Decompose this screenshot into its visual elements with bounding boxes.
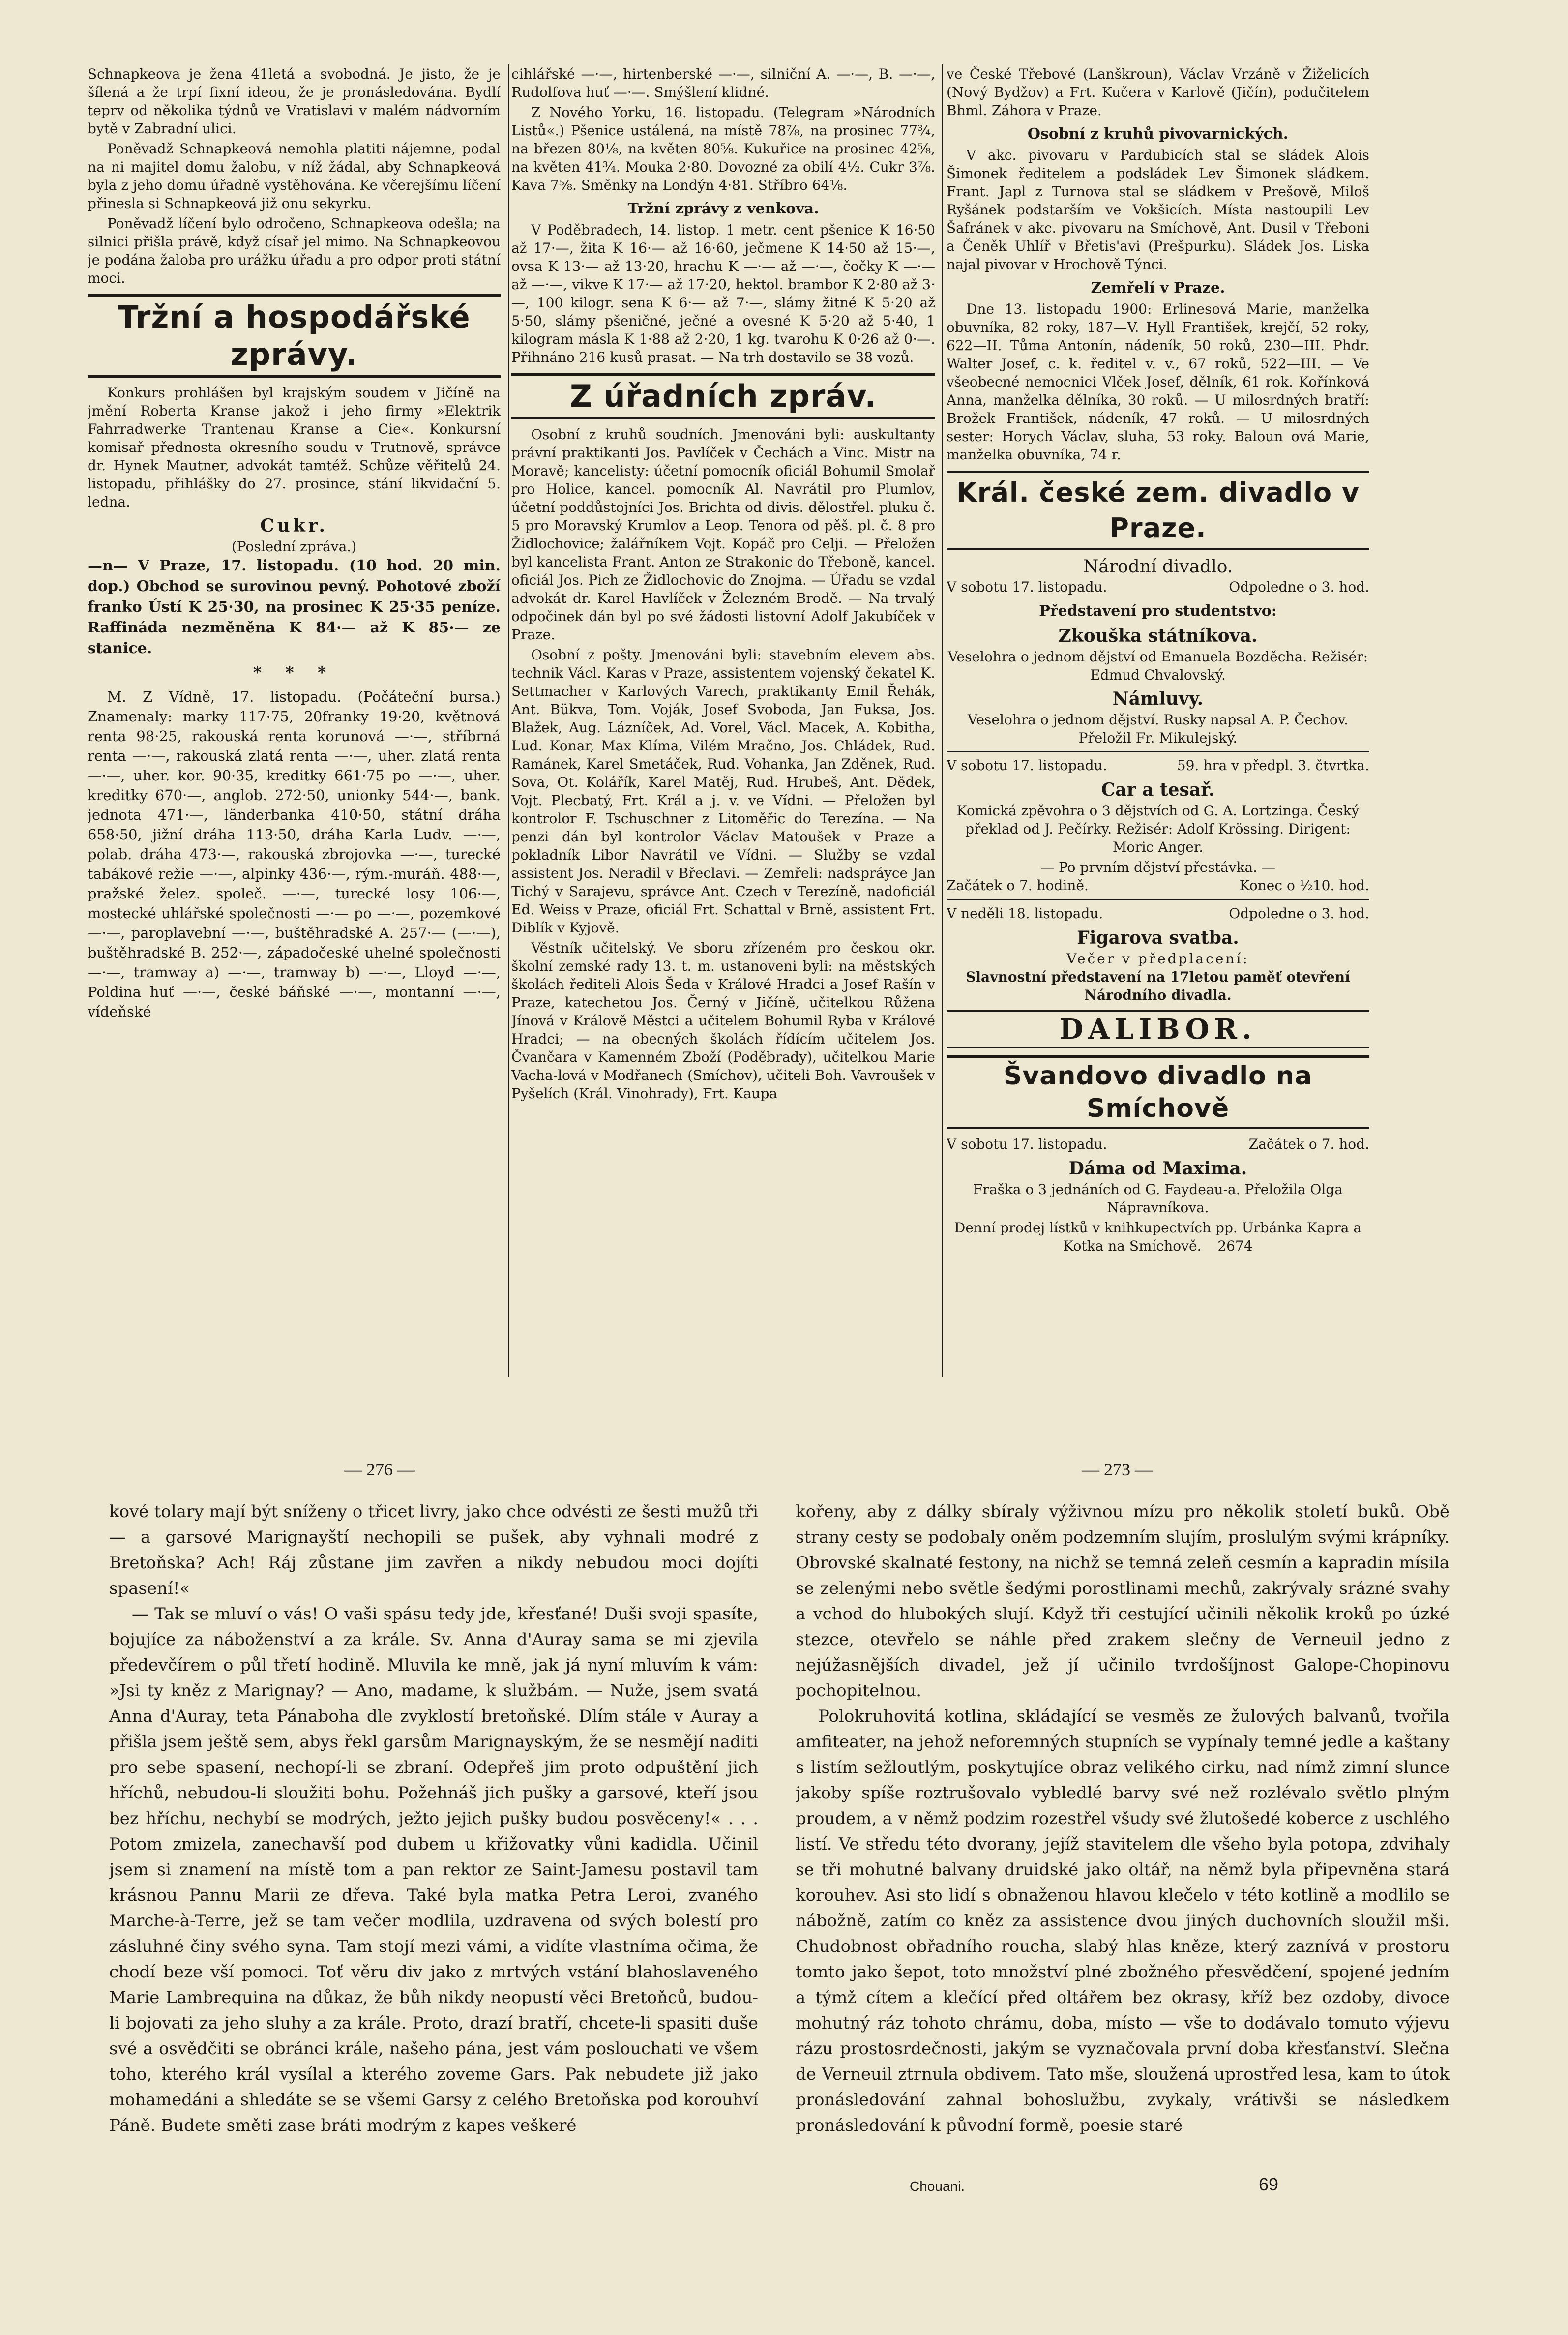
soudni-notice: Osobní z kruhů soudních. Jmenováni byli: auskultanty právní praktikanti Jos. Pavlíček v Čechách a Vinc. Mistr na Moravě; kancelisty: účetní pomocník oficiál Bohumil Smolař pro Holice, kancel. pomocník Al. Navrátil pro Plumlov, účetní poddůstojníci Jos. Brichta od divis. dělostřel. pluku č. 5 pro Moravský Krumlov a Leop. Tenora od pěš. pl. č. 8 pro Židlochovice; žalářníkem Vojt. Kopáč pro Celji. — Přeložen byl kancelista Frant. Anton ze Strakonic do Třeboně, kancel. oficiál Jos. Pich ze Židlochovic do Znojma. — Úřadu se vzdal advokát dr. Karel Havlíček v Železném Brodě. — Na trvalý odpočinek dán byl po své žádosti listovní Adolf Jakubíček v Praze.: [511, 426, 935, 643]
news-column-2: [511, 65, 935, 1373]
section-stars: * * *: [253, 663, 335, 683]
news-column-3: [947, 65, 1369, 1373]
posty-notice: Osobní z pošty. Jmenováni byli: stavebním elevem abs. technik Václ. Karas v Praze, assistentem vojenský čekatel K. Settmacher v Karlových Varech, praktikanty Emil Řehák, Ant. Bükva, Tom. Voják, Josef Svoboda, Jan Fuksa, Jos. Blažek, Aug. Lázníček, Ad. Vorel, Václ. Macek, A. Kobitha, Lud. Konar, Max Klíma, Vilém Mračno, Jos. Chládek, Rud. Ramánek, Karel Smetáček, Rud. Vohanka, Jan Zděnek, Rud. Sova, Ot. Kolářík, Karel Matěj, Rud. Hrubeš, Ant. Dědek, Vojt. Plecbatý, Frt. Král a j. v. ve Vídni. — Přeložen byl kontrolor F. Tschuschner z Litoměřic do Terezína. — Na penzi dán byl kontrolor Václav Matoušek v Praze a pokladník Libor Navrátil ve Vídni. — Služby se vzdal assistent Jos. Neradil v Břeclavi. — Zemřeli: nadspráyce Jan Tichý v Sarajevu, správce Ant. Czech v Terezíně, nadoficiál Ed. Weiss v Praze, oficiál Frt. Schattal v Brně, assistent Frt. Diblík v Kyjově.: [511, 647, 935, 936]
vienna-bourse: M. Z Vídně, 17. listopadu. (Počáteční bursa.) Znamenaly: marky 117·75, 20franky 19·20, květnová renta 98·25, rakouská renta korunová —·—, stříbrná renta —·—, rakouská zlatá renta —·—, uher. zlatá renta —·—, uher. kor. 90·35, kreditky 661·75 po —·—, uher. kreditky 670·—, anglob. 272·50, unionky 544·—, bank. jednota 471·—, länderbanka 410·50, státní dráha 658·50, jižní dráha 113·50, dráha Karla Ludv. —·—, polab. dráha 473·—, rakouská zbrojovka —·—, turecké tabákové režie —·—, alpinky 436·—, rým.-muráň. 488·—, pražské želez. společ. —·—, turecké losy 106·—, mostecké uhlářské společnosti —·— po —·—, pozemkové —·—, paroplavební —·—, buštěhradské A. 257·— (—·—), buštěhradské B. 252·—, západočeské uhelné společnosti —·—, tramway a) —·—, tramway b) —·—, Lloyd —·—, Poldina huť —·—, české báňské —·—, montanní —·—, vídeňské: [88, 689, 501, 1020]
ucitel-continuation: ve České Třebové (Lanškroun), Václav Vrzáně v Žiželicích (Nový Bydžov) a Frt. Kučera v Karlově (Jičín), podučitelem Bhml. Záhora v Praze.: [947, 66, 1369, 119]
performance-row: [947, 756, 1369, 775]
performance-row: [947, 904, 1369, 923]
ticket-sale-text: Denní prodej lístků v knihkupectvích pp. Urbánka Kapra a Kotka na Smíchově.: [954, 1220, 1362, 1254]
performance-date: V sobotu 17. listopadu.: [947, 1136, 1107, 1152]
performance-row: [947, 876, 1369, 895]
performance-subscription: 59. hra v předpl. 3. čtvrtka.: [1177, 757, 1369, 774]
performance-start: Začátek o 7. hodině.: [947, 877, 1089, 894]
play-title: Námluvy.: [1112, 689, 1204, 709]
divider: [947, 899, 1369, 900]
bourse-continuation: cihlářské —·—, hirtenberské —·—, silniční A. —·—, B. —·—, Rudolfova huť —·—. Smýšlení klidné.: [511, 66, 935, 100]
cukr-subtitle: (Poslední zpráva.): [231, 539, 357, 555]
column-rule-1: [508, 64, 509, 1377]
play-title: Car a tesař.: [1101, 779, 1215, 800]
page-number-right: — 273 —: [1082, 1460, 1153, 1479]
ticket-sale: [947, 1219, 1369, 1255]
novel-paragraph: Polokruhovitá kotlina, skládající se vesměs ze žulových balvanů, tvořila amfiteater, na jehož neforemných stupních se vypínaly temné jedle a kaštany s listím sežloutlým, poskytujíce obraz velikého cirku, nad nímž zimní slunce jakoby spíše roztrušovalo vybledlé barvy své než rozlévalo světlo plným proudem, a v němž podzim rozestřel všudy své žlutošedé koberce z uschlého listí. Ve středu této dvorany, jejíž stavitelem dle všeho byla potopa, zdvihaly se tři mohutné balvany druidské jako oltář, na němž byla připevněna stará korouhev. Asi sto lidí s obnaženou hlavou klečelo v této kotlině a modlilo se nábožně, zatím co kněz za assistence dvou jiných duchovních sloužil mši. Chudobnost obřadního roucha, slabý hlas kněze, který zaznívá v prostoru tomto jako šepot, toto množství plné zbožného přesvědčení, spojené jedním a týmž cítem a klečící před oltářem bez okrasy, kříž bez ozdoby, divoce mohutný ráz tohoto chrámu, doba, místo — vše to dodávalo tomuto výjevu rázu prostosrdečnosti, jakým se vyznačovala první doba křesťanství. Slečna de Verneuil ztrnula obdivem. Tato mše, sloužená uprostřed lesa, kam to útok pronásledování zahnal bohoslužbu, zvykaly, vrátivši se následkem pronásledování k původní formě, poesie staré: [796, 1706, 1450, 2135]
venkov-title: Tržní zprávy z venkova.: [627, 200, 819, 217]
ad-number: 2674: [1217, 1238, 1253, 1254]
narodni-divadlo: Národní divadlo.: [1083, 557, 1233, 577]
play-title: Dáma od Maxima.: [1068, 1158, 1247, 1179]
column-rule-2: [942, 64, 943, 1377]
newyork-report: Z Nového Yorku, 16. listopadu. (Telegram »Národních Listů«.) Pšenice ustálená, na místě 78⅞, na prosinec 77¾, na březen 80⅛, na květen 80⅝. Kukuřice na prosinec 42⅝, na květen 41¾. Mouka 2·80. Dovozné za obilí 4½. Cukr 3⅞. Kava 7⅝. Směnky na Londýn 4·81. Stříbro 64⅛.: [511, 104, 935, 193]
venkov-report: V Poděbradech, 14. listop. 1 metr. cent pšenice K 16·50 až 17·—, žita K 16·— až 16·60, ječmene K 14·50 až 15·—, ovsa K 13·— až 13·20, hrachu K —·— až —·—, čočky K —·— až —·—, vikve K 17·— až 17·20, hektol. brambor K 2·80 až 3·—, 100 kilogr. sena K 6·— až 7·—, slámy žitné K 5·20 až 5·50, slámy pšeničné, ječné a ovesné K 5·20 až 5·40, 1 kilogram másla K 1·88 až 2·20, 1 kg. tvarohu K 0·26 až 0·—. Přihnáno 216 kusů prasat. — Na trh dostavilo se 38 vozů.: [511, 222, 935, 365]
cukr-report: —n— V Praze, 17. listopadu. (10 hod. 20 min. dop.) Obchod se surovinou pevný. Pohotové zboží franko Ústí K 25·30, na prosinec K 25·35 peníze. Raffináda nezměněna K 84·— až K 85·— ze stanice.: [88, 557, 501, 657]
article-paragraph: Poněvadž líčení bylo odročeno, Schnapkeova odešla; na silnici přišla právě, když císař jel mimo. Na Schnapkeovou je podána žaloba pro urážku úřadu a pro odpor proti státní moci.: [88, 215, 501, 286]
pause-note: — Po prvním dějství přestávka. —: [1040, 859, 1275, 875]
play-description: Komická zpěvohra o 3 dějstvích od G. A. Lortzinga. Český překlad od J. Pečírky. Režisér: Adolf Krössing. Dirigent: Moric Anger.: [956, 803, 1360, 855]
performance-time: Odpoledne o 3. hod.: [1229, 905, 1369, 922]
divider: [947, 751, 1369, 752]
novel-page-right: [796, 1499, 1450, 2178]
sheet-number: 69: [1259, 2174, 1279, 2194]
novel-paragraph: kové tolary mají být sníženy o třicet livry, jako chce odvésti ze šesti mužů tři — a garsové Marignayští nechopili se pušek, aby vyhnali modré z Bretoňska? Ach! Ráj zůstane jim zavřen a nikdy nebudou moci dojíti spasení!«: [109, 1502, 758, 1598]
ucitel-notice: Věstník učitelský. Ve sboru zřízeném pro českou okr. školní zemské rady 13. t. m. ustanoveni byli: na městských školách řediteli Alois Šeda v Králové Hradci a Josef Rašín v Praze, katechetou Jos. Černý v Jičíně, učitelkou Růžena Jínová v Králově Městci a učitelem Bohumil Ryba v Králové Hradci; — na obecných školách řídícím učitelem Jos. Čvančara v Kamenném Zboží (Poděbrady), učitelkou Marie Vacha-lová v Modřanech (Smíchov), učiteli Boh. Vavroušek v Pyšelích (Král. Vinohrady), Frt. Kaupa: [511, 940, 935, 1102]
pivo-title: Osobní z kruhů pivovarnických.: [1027, 125, 1289, 143]
novel-page-left: [109, 1499, 758, 2202]
performance-row: [947, 578, 1369, 597]
signature-mark: Chouani.: [910, 2179, 965, 2194]
evening-label: Večer v předplacení:: [1066, 951, 1249, 967]
performance-date: V sobotu 17. listopadu.: [947, 579, 1107, 595]
news-column-1: [88, 65, 501, 1373]
performance-row: [947, 1135, 1369, 1154]
pivo-notice: V akc. pivovaru v Pardubicích stal se sládek Alois Šimonek ředitelem a podsládek Lev Šimonek sládkem. Frant. Japl z Turnova stal se sládkem v Prešově, Miloš Ryšánek podstarším ve Vokšicích. Místa nastoupili Lev Šafránek v akc. pivovaru na Smíchově, Ant. Dusil v Třeboni a Čeněk Uhlíř v Břetis'avi (Prešpurku). Sládek Jos. Liska najal pivovar v Hrochově Týnci.: [947, 147, 1369, 272]
play-title: Figarova svatba.: [1077, 928, 1239, 948]
dalibor-title: DALIBOR.: [947, 1010, 1369, 1048]
play-description: Fraška o 3 jednáních od G. Faydeau-a. Přeložila Olga Nápravníkova.: [973, 1181, 1343, 1216]
play-description: Veselohra o jednom dějství od Emanuela Bozděcha. Režisér: Edmud Chvalovský.: [947, 649, 1368, 683]
konkurs-notice: Konkurs prohlášen byl krajským soudem v Jičíně na jmění Roberta Kranse jakož i jeho firmy »Elektrik Fahrradwerke Trantenau Kranse a Cie«. Konkursní komisař přednosta okresního soudu v Trutnově, správce dr. Hynek Mautner, advokát tamtéž. Schůze věřitelů 24. listopadu, přihlášky do 27. prosince, stání likvidační 5. ledna.: [88, 385, 501, 510]
page-number-left: — 276 —: [344, 1460, 415, 1479]
cukr-title: Cukr.: [260, 515, 328, 536]
performance-date: V neděli 18. listopadu.: [947, 905, 1103, 922]
zemreli-title: Zemřelí v Praze.: [1091, 279, 1225, 297]
section-heading-trzni: Tržní a hospodářské zprávy.: [88, 294, 501, 378]
performance-date: V sobotu 17. listopadu.: [947, 757, 1107, 774]
performance-time: Začátek o 7. hod.: [1248, 1136, 1369, 1152]
theatre-heading: Král. české zem. divadlo v Praze.: [947, 471, 1369, 550]
novel-paragraph: kořeny, aby z dálky sbíraly výživnou mízu pro několik století buků. Obě strany cesty se podobaly oněm podzemním slujím, proslulým svými krápníky. Obrovské skalnaté festony, na nichž se temná zeleň cesmín a kapradin mísila se zelenými nebo světle šedými porostlinami mechů, zakrývaly srázné svahy a vchod do hlubokých slují. Když tři cestující učinili několik kroků po úzké stezce, otevřelo se náhle před zrakem slečny de Verneuil jedno z nejúžasnějších divadel, jež jí učinilo tvrdošíjnost Galope-Chopinovu pochopitelnou.: [796, 1502, 1450, 1701]
play-title: Zkouška státníkova.: [1058, 626, 1258, 646]
novel-paragraph: — Tak se mluví o vás! O vaši spásu tedy jde, křesťané! Duši svoji spasíte, bojujíce za náboženství a za krále. Sv. Anna d'Auray sama se mi zjevila předevčírem o půl třetí hodině. Mluvila ke mně, jak já nyní mluvím k vám: »Jsi ty kněz z Marignay? — Ano, madame, k službám. — Nuže, jsem svatá Anna d'Auray, teta Pánaboha dle zvyklostí bretoňské. Dlím stále v Auray a přišla jsem ještě sem, abys řekl garsům Marignayským, že se nesmějí naditi pro sebe spasení, nechopí-li se zbraní. Odepřeš jim proto odpuštění jich hříchů, nebudou-li sloužiti bohu. Požehnáš jich pušky a garsové, kteří jsou bez hříchu, nechybí se modrých, ježto jejich pušky budou posvěceny!« . . . Potom zmizela, zanechavší pod dubem u křižovatky vůni kadidla. Učinil jsem si znamení na místě tom a pan rektor ze Saint-Jamesu postavil tam krásnou Pannu Marii ze dřeva. Také byla matka Petra Leroi, zvaného Marche-à-Terre, jež se tam večer modlila, uzdravena od svých bolestí pro zásluhné činy svého syna. Tam stojí mezi vámi, a vidíte vlastníma očima, že chodí beze vší pomoci. Toť věru div jako z mrtvých vstání blahoslaveného Marie Lambrequina na důkaz, že bůh nikdy neopustí věci Bretoňců, budou-li bojovati za jeho sluhy a za krále. Proto, drazí bratří, chcete-li spasiti duše své a osvědčiti se obránci krále, našeho pána, jest vám poslouchati ve všem toho, kterého král vysílal a kterého zoveme Gars. Pak nebudete již jako mohamedáni a shledáte se se všemi Garsy z celého Bretoňska pod korouhví Páně. Budete směti zase bráti modrým z kapes veškeré: [109, 1604, 758, 2135]
students-label: Představení pro studentstvo:: [1039, 602, 1277, 620]
play-description: Veselohra o jednom dějství. Rusky napsal A. P. Čechov. Přeložil Fr. Mikulejský.: [967, 712, 1349, 746]
article-paragraph: Poněvadž Schnapkeová nemohla platiti nájemne, podal na ni majitel domu žalobu, v níž žádal, aby Schnapkeová byla z jeho domu úřadně vystěhována. Ke včerejšímu líčení přinesla si Schnapkeová již onu sekyrku.: [88, 141, 501, 211]
section-heading-uradni: Z úřadních zpráv.: [511, 373, 935, 419]
smichov-heading: Švandovo divadlo na Smíchově: [947, 1055, 1369, 1129]
article-paragraph: Schnapkeova je žena 41letá a svobodná. Je jisto, že je šílená a že trpí fixní ideou, že je pronásledována. Bydlí teprv od několika týdnů ve Vratislavi v malém nádvorním bytě v Zabradní ulici.: [88, 66, 501, 137]
performance-end: Konec o ½10. hod.: [1239, 877, 1369, 894]
gala-note: Slavnostní představení na 17letou paměť otevření Národního divadla.: [966, 969, 1350, 1003]
zemreli-notice: Dne 13. listopadu 1900: Erlinesová Marie, manželka obuvníka, 82 roky, 187—V. Hyll František, krejčí, 52 roky, 622—II. Tůma Antonín, nádeník, 50 roků, 230—III. Phdr. Walter Josef, c. k. ředitel v. v., 67 roků, 522—III. — Ve všeobecné nemocnici Vlček Josef, dělník, 61 rok. Kořínková Anna, manželka dělníka, 30 roků. — U milosrdných bratří: Brožek František, nádeník, 47 roků. — U milosrdných sester: Horych Václav, sluha, 53 roky. Baloun ová Marie, manželka obuvníka, 74 r.: [947, 301, 1369, 463]
performance-time: Odpoledne o 3. hod.: [1229, 579, 1369, 595]
